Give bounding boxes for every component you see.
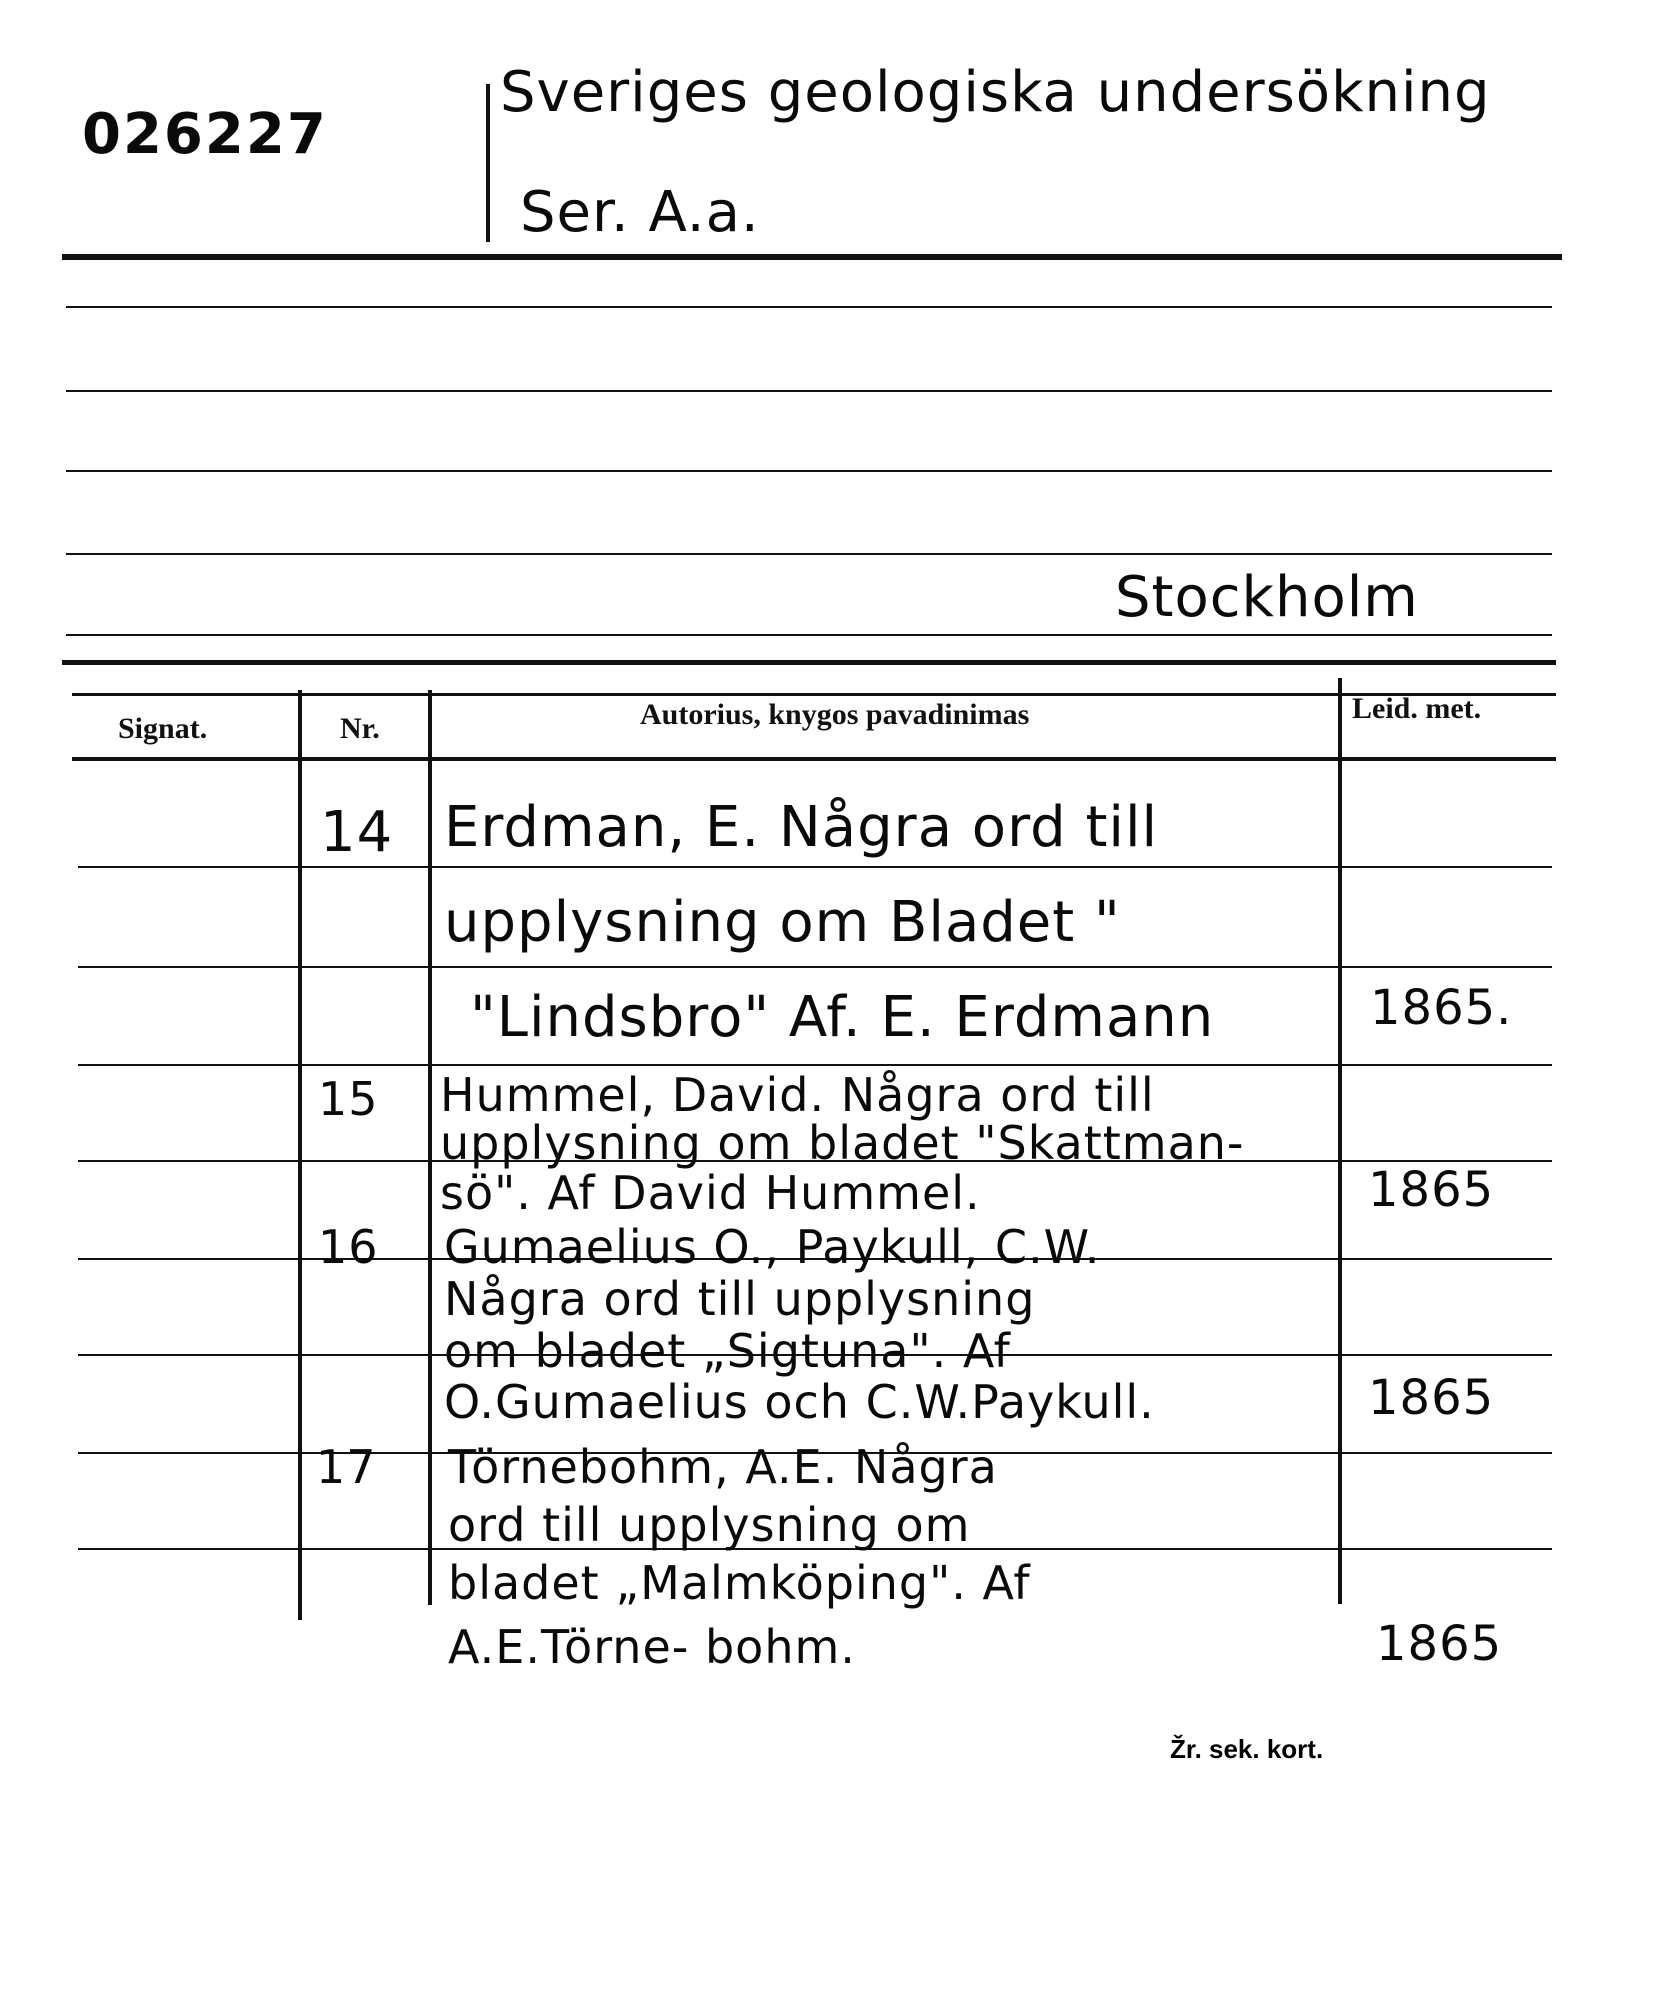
entry-line: upplysning om bladet "Skattman- (440, 1116, 1245, 1170)
column-header-year: Leid. met. (1352, 692, 1482, 725)
ruled-line (66, 306, 1552, 308)
entry-line: A.E.Törne- bohm. (448, 1620, 856, 1674)
publisher-name: Sveriges geologiska undersökning (500, 60, 1491, 125)
series-label: Ser. A.a. (520, 180, 760, 245)
place-of-publication: Stockholm (1115, 565, 1419, 630)
entry-line: Några ord till upplysning (444, 1272, 1036, 1326)
catalog-number: 026227 (82, 102, 328, 167)
row-rule (78, 1064, 1552, 1066)
column-header-author-title: Autorius, knygos pavadinimas (640, 698, 1030, 731)
column-divider (1338, 678, 1342, 1604)
entry-year: 1865 (1368, 1370, 1495, 1426)
entry-line: ord till upplysning om (448, 1498, 971, 1552)
entry-line: Hummel, David. Några ord till (440, 1068, 1155, 1122)
column-divider (298, 690, 302, 1620)
ruled-line (66, 553, 1552, 555)
column-divider (428, 690, 432, 1605)
ruled-line (66, 470, 1552, 472)
entry-line: bladet „Malmköping". Af (448, 1556, 1031, 1610)
column-header-nr: Nr. (340, 712, 380, 745)
entry-line: Erdman, E. Några ord till (444, 795, 1159, 860)
entry-line: upplysning om Bladet " (444, 890, 1121, 955)
header-row-bottom-rule (72, 757, 1556, 761)
table-top-rule (62, 660, 1556, 665)
row-rule (78, 866, 1552, 868)
header-row-top-rule (72, 693, 1556, 696)
entry-line: "Lindsbro" Af. E. Erdmann (470, 985, 1215, 1050)
entry-number: 15 (318, 1072, 379, 1126)
column-header-signat: Signat. (118, 712, 208, 745)
entry-number: 14 (320, 800, 394, 865)
entry-line: Törnebohm, A.E. Några (448, 1440, 998, 1494)
row-rule (78, 966, 1552, 968)
entry-year: 1865 (1376, 1616, 1503, 1672)
ruled-line (66, 390, 1552, 392)
header-rule (62, 254, 1562, 260)
entry-line: Gumaelius O., Paykull, C.W. (444, 1220, 1101, 1274)
entry-number: 16 (318, 1220, 379, 1274)
entry-line: om bladet „Sigtuna". Af (444, 1324, 1011, 1378)
footer-note: Žr. sek. kort. (1170, 1734, 1324, 1764)
ruled-line (66, 634, 1552, 636)
header-vertical-bar (486, 84, 490, 242)
entry-year: 1865 (1368, 1162, 1495, 1218)
entry-line: O.Gumaelius och C.W.Paykull. (444, 1375, 1155, 1429)
entry-line: sö". Af David Hummel. (440, 1166, 981, 1220)
entry-number: 17 (316, 1440, 377, 1494)
entry-year: 1865. (1370, 980, 1513, 1036)
